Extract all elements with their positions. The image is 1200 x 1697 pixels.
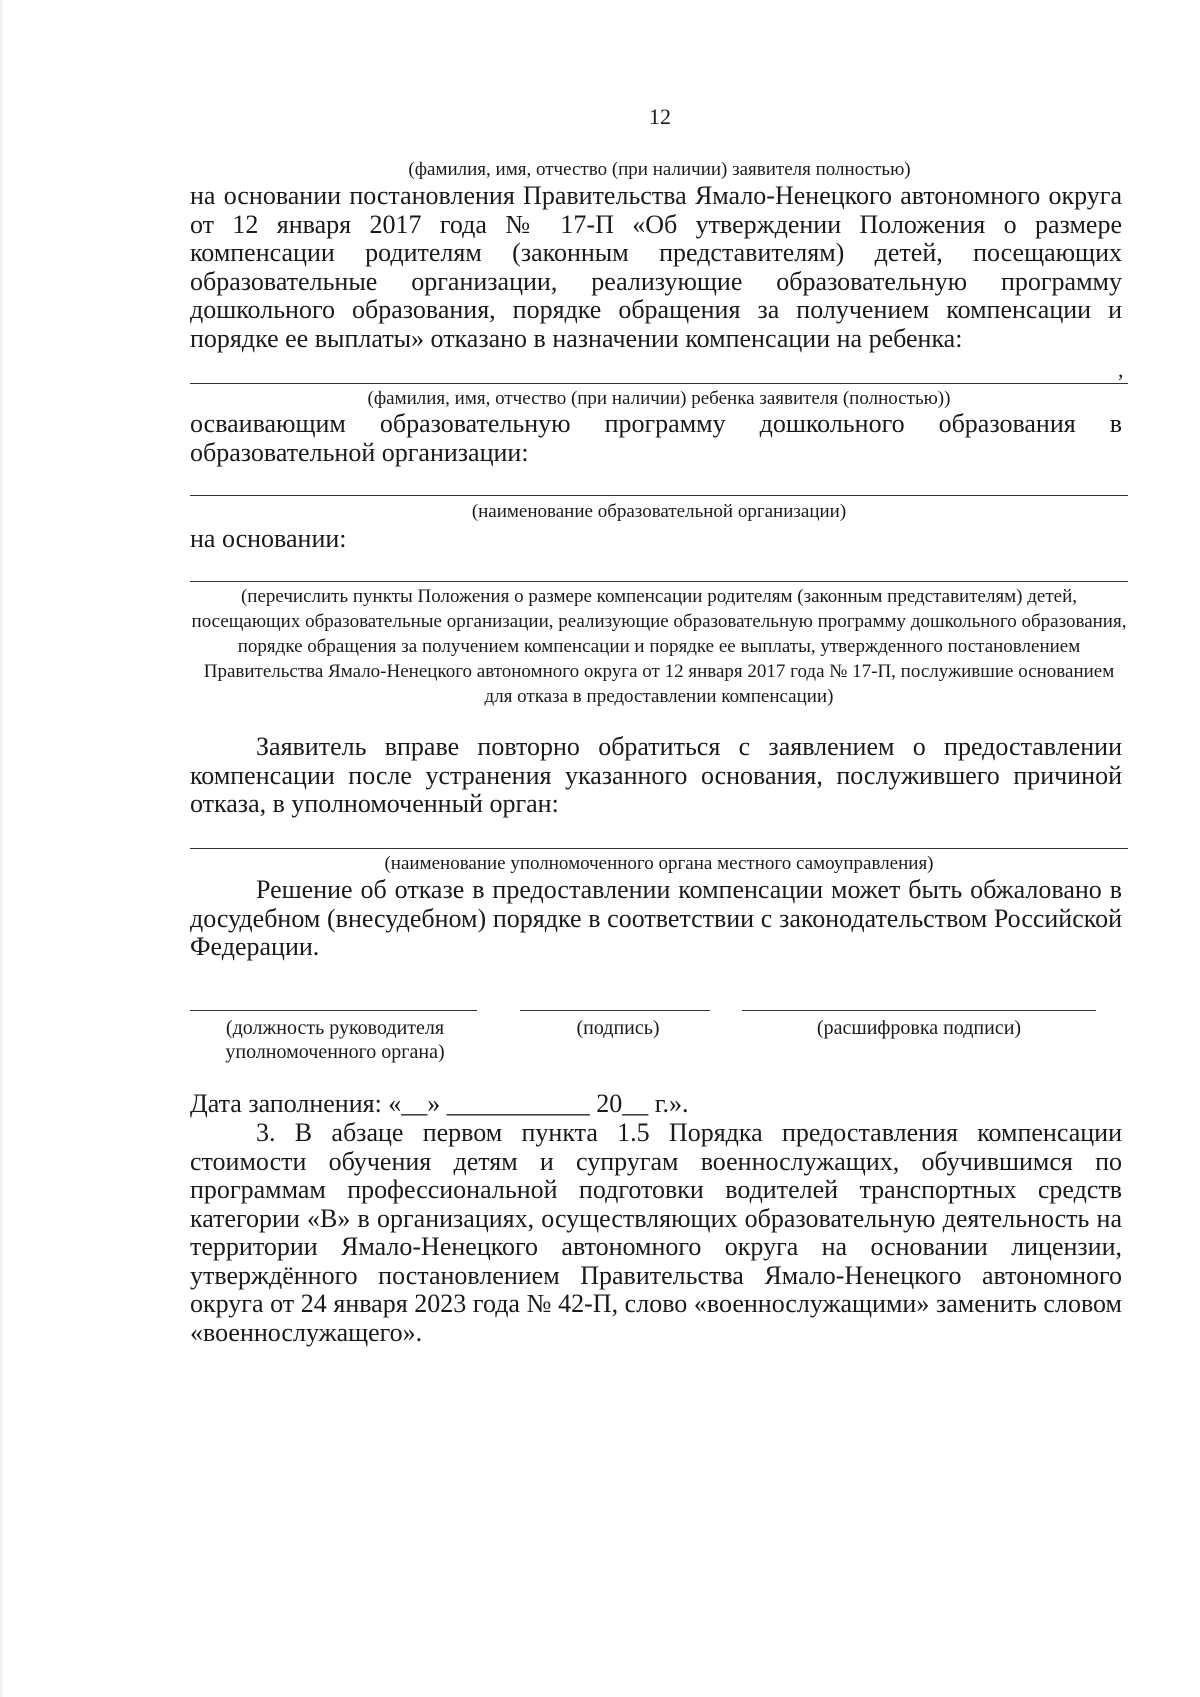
date-line: Дата заполнения: «__» ___________ 20__ г.». — [190, 1089, 689, 1118]
paragraph-reapply — [190, 733, 1122, 819]
paragraph-text: на основании постановления Правительства Ямало-Ненецкого автономного округа от 12 января 2017 года № 17-П «Об утверждении Положения о размере компенсации родителям (законным представителям) детей, посещающих образовательные организации, реализующие образовательную программу дошкольного образования, порядке обращения за получением компенсации и порядке ее выплаты» отказано в назначении компенсации на ребенка: — [190, 181, 1122, 353]
paragraph-mastering-program — [190, 410, 1122, 467]
position-signature-line — [190, 1010, 477, 1011]
basis-label: на основании: — [190, 524, 347, 553]
paragraph-text: Заявитель вправе повторно обратиться с заявлением о предоставлении компенсации после устранения указанного основания, послужившего причиной отказа, в уполномоченный орган: — [190, 732, 1122, 818]
signature-line — [520, 1010, 710, 1011]
paragraph-text: Решение об отказе в предоставлении компенсации может быть обжаловано в досудебном (внесудебном) порядке в соответствии с законодательством Российской Федерации. — [190, 875, 1122, 961]
org-caption: (наименование образовательной организации) — [471, 501, 847, 522]
paragraph-appeal — [190, 876, 1122, 962]
paragraph-amendment-3 — [190, 1119, 1122, 1347]
position-caption-line-2: уполномоченного органа) — [225, 1041, 445, 1063]
paragraph-text: 3. В абзаце первом пункта 1.5 Порядка предоставления компенсации стоимости обучения детям и супругам военнослужащих, обучившимся по программам профессиональной подготовки водителей транспортных средств категории «В» в организациях, осуществляющих образовательную деятельность на территории Ямало-Ненецкого автономного округа на основании лицензии, утверждённого постановлением Правительства Ямало-Ненецкого автономного округа от 24 января 2023 года № 42-П, слово «военнослужащими» заменить словом «военнослужащего». — [190, 1118, 1122, 1347]
basis-caption: (перечислить пункты Положения о размере компенсации родителям (законным представителям) детей, посещающих образовательные организации, реализующие образовательную программу дошкольного образования, порядке обращения за получением компенсации и порядке ее выплаты, утвержденного постановлением Правительства Ямало-Ненецкого автономного округа от 12 января 2017 года № 17-П, послужившие основанием для отказа в предоставлении компенсации) — [191, 586, 1127, 707]
signature-caption: (подпись) — [576, 1017, 660, 1039]
paragraph-refusal-basis — [190, 182, 1122, 353]
authority-line — [190, 848, 1128, 849]
authority-caption: (наименование уполномоченного органа местного самоуправления) — [384, 853, 934, 874]
child-name-line — [190, 383, 1128, 384]
basis-line — [190, 581, 1128, 582]
position-caption — [190, 1016, 480, 1064]
paragraph-text: осваивающим образовательную программу дошкольного образования в образовательной организации: — [190, 409, 1122, 467]
scan-edge — [0, 0, 3, 1697]
org-name-line — [190, 495, 1128, 496]
position-caption-line-1: (должность руководителя — [225, 1017, 445, 1039]
page-number: 12 — [649, 104, 671, 129]
applicant-caption: (фамилия, имя, отчество (при наличии) заявителя полностью) — [408, 159, 911, 180]
comma-mark: , — [1118, 357, 1124, 382]
decoding-signature-line — [742, 1010, 1096, 1011]
child-caption: (фамилия, имя, отчество (при наличии) ребенка заявителя (полностью)) — [367, 388, 951, 409]
decoding-caption: (расшифровка подписи) — [816, 1017, 1022, 1039]
